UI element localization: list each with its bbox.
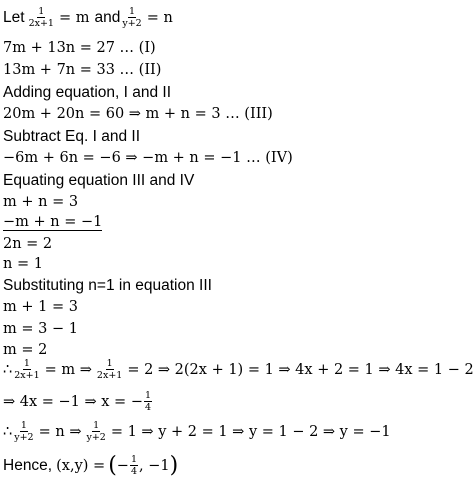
solve-x-step-b: = 2 ⇒ 2(2x + 1) = 1 ⇒ 4x + 2 = 1 ⇒ 4x = 1 − 2 — [127, 361, 474, 378]
solve-y-line — [3, 420, 391, 443]
equation-2n: 2n = 2 — [3, 236, 53, 252]
and-text: and — [94, 8, 121, 26]
solve-x-result: ⇒ 4x = −1 ⇒ x = − — [3, 393, 143, 410]
fraction-1-over-2x-plus-1: $\frac{1}{2x+1}$ — [96, 358, 123, 381]
minus-sign: − — [116, 457, 129, 474]
step-heading-adding: Adding equation, I and II — [3, 84, 172, 101]
therefore-symbol: ∴ — [3, 423, 13, 440]
solve-y-step-a: = n ⇒ — [38, 423, 82, 440]
left-paren: ( — [108, 452, 117, 478]
equation-IV: −6m + 6n = −6 ⇒ −m + n = −1 … (IV) — [3, 150, 293, 166]
fraction-1-over-4: $\frac{1}{4}$ — [144, 390, 152, 413]
step-heading-equating: Equating equation III and IV — [3, 172, 195, 189]
solve-y-step-b: = 1 ⇒ y + 2 = 1 ⇒ y = 1 − 2 ⇒ y = −1 — [110, 423, 391, 440]
therefore-symbol: ∴ — [3, 361, 13, 378]
xy-pair-label: (x,y) = — [56, 457, 106, 474]
equation-III: 20m + 20n = 60 ⇒ m + n = 3 … (III) — [3, 106, 273, 122]
fraction-1-over-2x-plus-1: $\frac{1}{2x+1}$ — [14, 358, 40, 381]
solve-x-line-2 — [3, 390, 153, 413]
solve-x-step-a: = m ⇒ — [44, 361, 92, 378]
equals-n: = n — [146, 9, 173, 26]
final-answer-line — [3, 454, 178, 477]
let-text: Let — [3, 8, 25, 26]
equation-I: 7m + 13n = 27 … (I) — [3, 40, 156, 56]
fraction-1-over-y-plus-2: $\frac{1}{y+2}$ — [86, 420, 106, 443]
step-heading-substituting: Substituting n=1 in equation III — [3, 277, 212, 294]
equation-n: n = 1 — [3, 256, 43, 272]
equation-II: 13m + 7n = 33 … (II) — [3, 62, 162, 78]
equation-m-plus-1: m + 1 = 3 — [3, 299, 78, 315]
equals-m: = m — [58, 9, 90, 26]
fraction-1-over-2x-plus-1: $\frac{1}{2x+1}$ — [28, 6, 54, 29]
solve-x-line-1 — [3, 358, 474, 381]
definition-line — [3, 6, 173, 29]
equation-sum-2-underlined: −m + n = −1 — [3, 214, 103, 230]
fraction-1-over-4: $\frac{1}{4}$ — [130, 454, 137, 477]
equation-sum-1: m + n = 3 — [3, 194, 79, 210]
equation-m-3-minus-1: m = 3 − 1 — [3, 321, 78, 337]
final-y-value: , −1 — [138, 457, 170, 474]
fraction-1-over-y-plus-2: $\frac{1}{y+2}$ — [14, 420, 34, 443]
right-paren: ) — [169, 452, 179, 478]
hence-text: Hence, — [3, 456, 53, 474]
step-heading-subtract: Subtract Eq. I and II — [3, 128, 140, 145]
fraction-1-over-y-plus-2: $\frac{1}{y+2}$ — [122, 6, 142, 29]
equation-m: m = 2 — [3, 342, 48, 358]
